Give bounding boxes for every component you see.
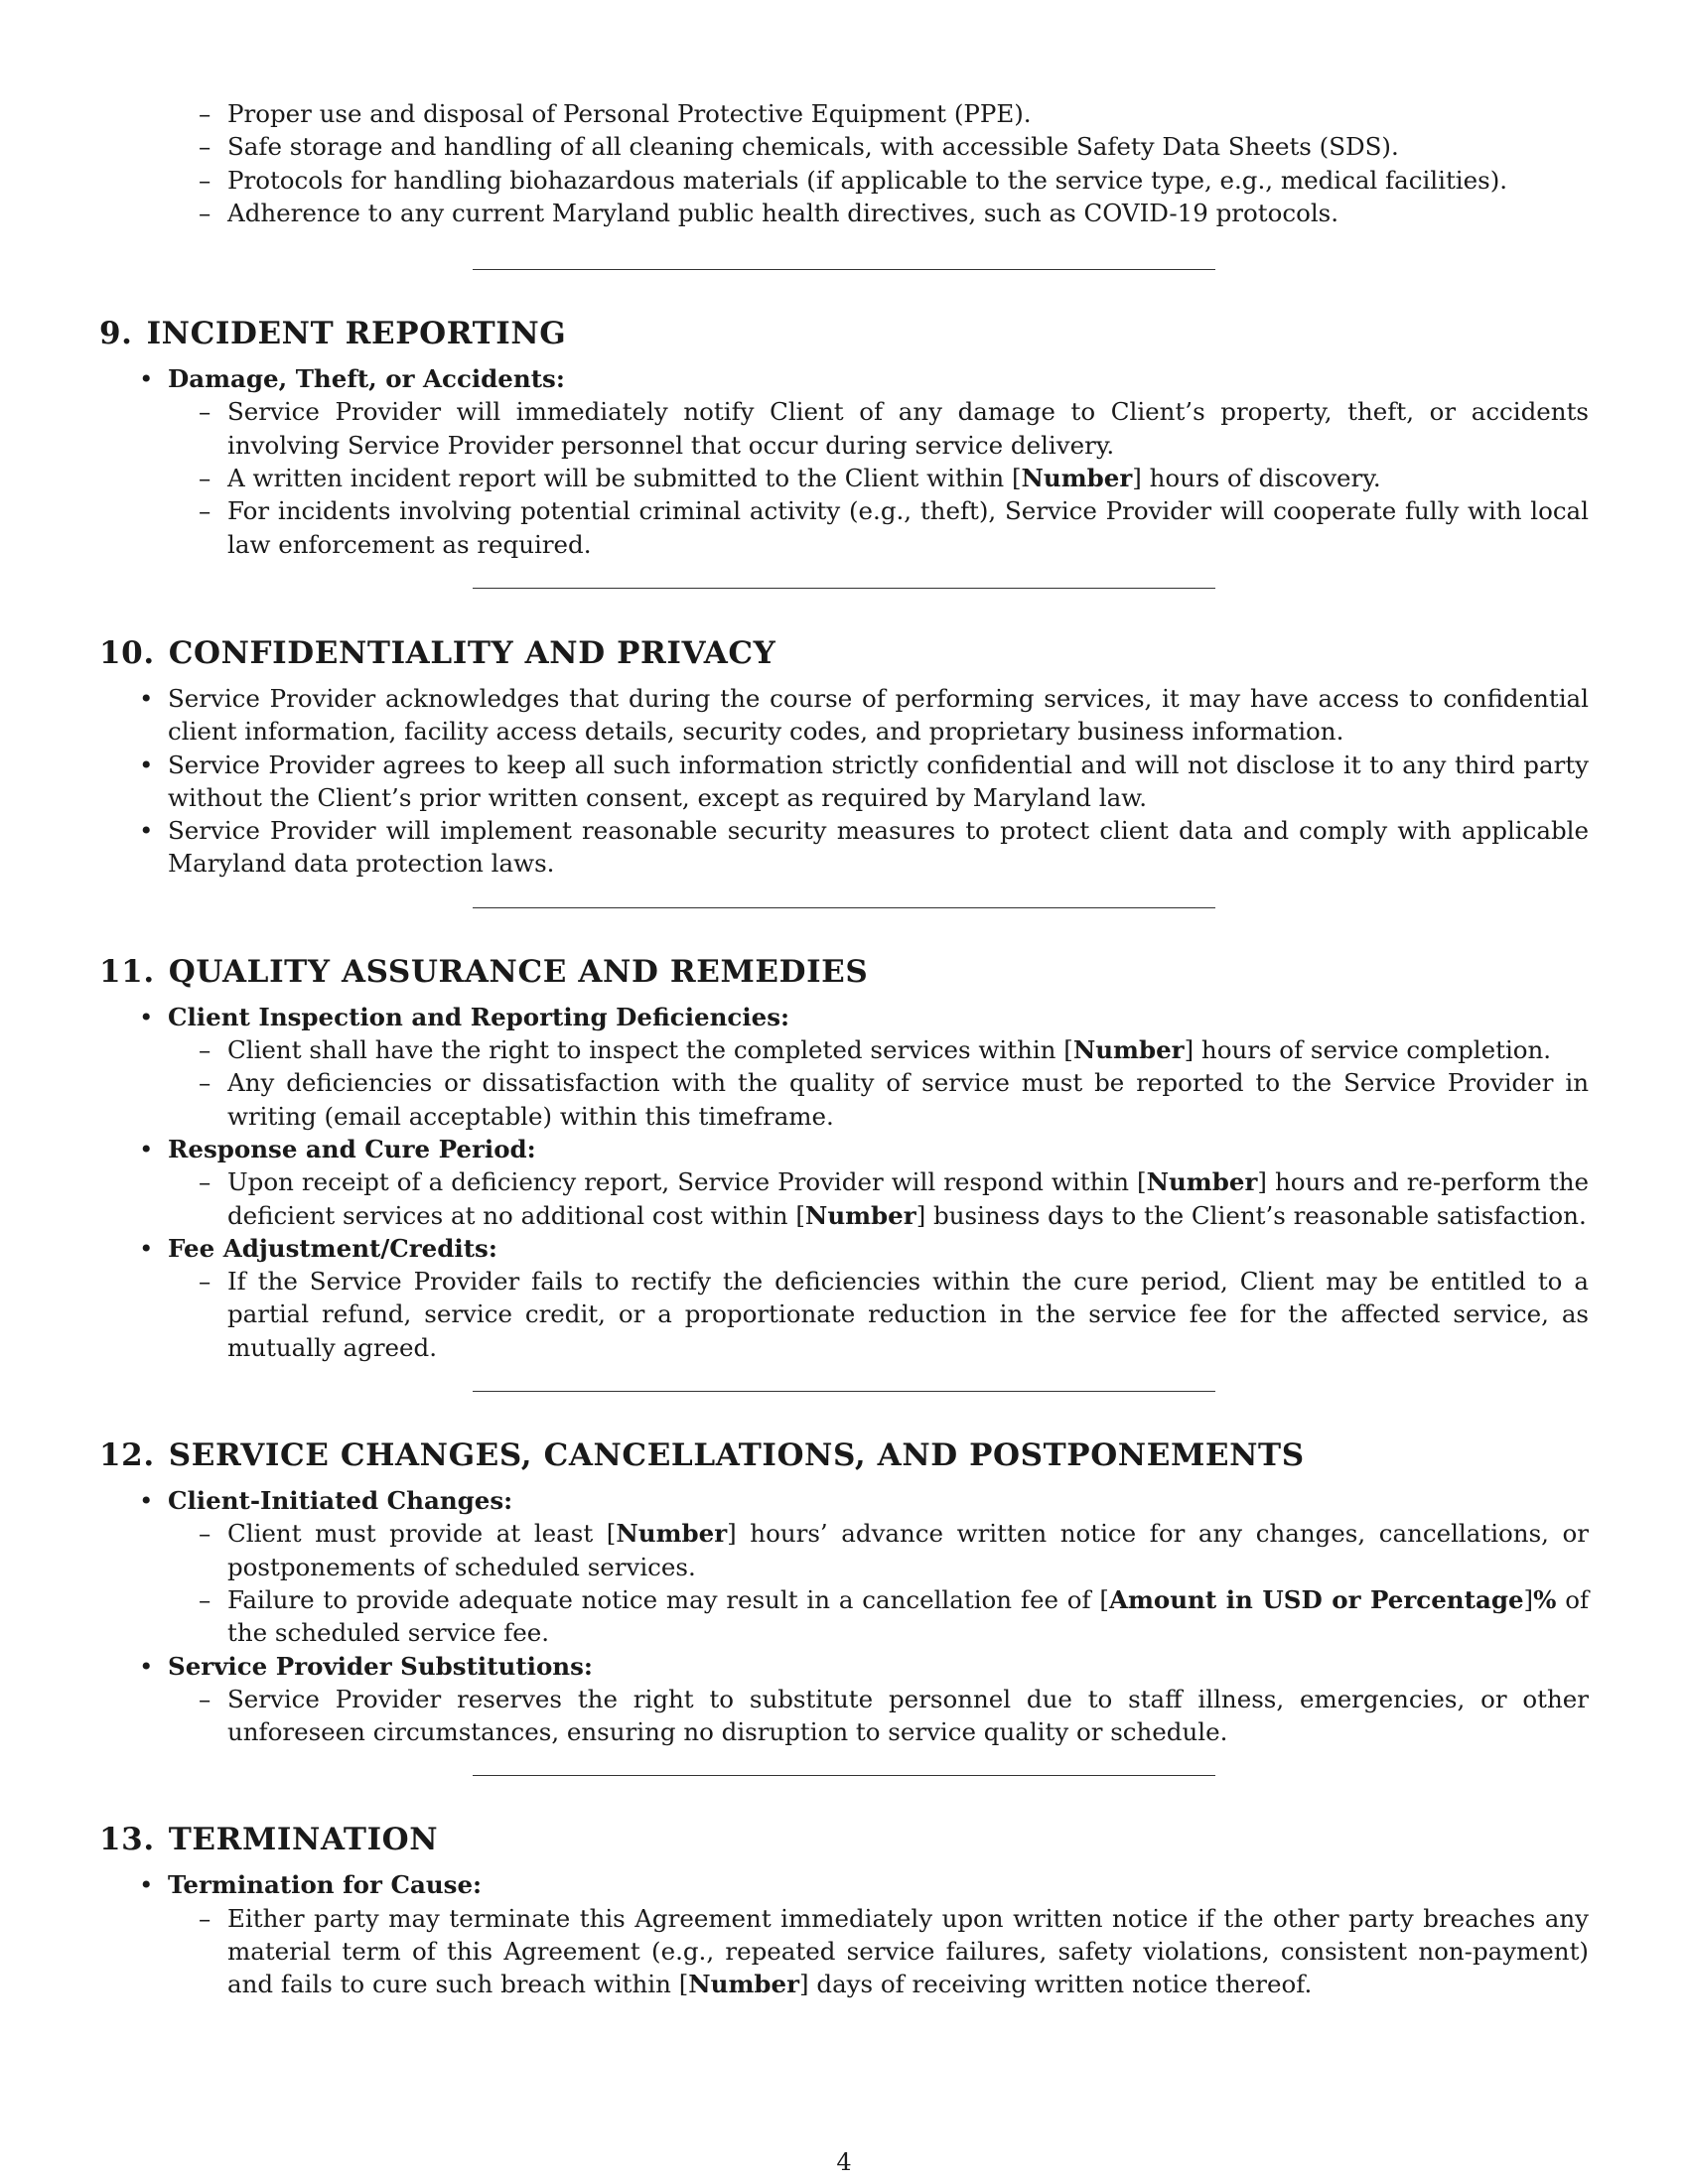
list-item: – Proper use and disposal of Personal Protective Equipment (PPE). [99,97,1589,130]
section-heading-13: 13. TERMINATION [99,1822,439,1858]
list-item: – If the Service Provider fails to rectify the deficiencies within the cure period, Client may be entitled to a partial refund, service credit, or a proportionate reduction in the service fee for the affected service, as mutually agreed. [99,1265,1589,1364]
item-title: • Client Inspection and Reporting Deficiencies: [168,1002,790,1031]
section-heading-9: 9. INCIDENT REPORTING [99,316,567,352]
list-item: • Service Provider agrees to keep all such information strictly confidential and will not disclose it to any third party without the Client’s prior written consent, except as required by Maryland law. [99,749,1589,815]
list-item [99,362,1589,395]
section-divider [473,1391,1215,1392]
document-page [99,97,1589,2001]
section-heading-12: 12. SERVICE CHANGES, CANCELLATIONS, AND POSTPONEMENTS [99,1437,1305,1474]
item-title: • Client-Initiated Changes: [168,1486,513,1516]
list-item: – For incidents involving potential criminal activity (e.g., theft), Service Provider will cooperate fully with local law enforcement as required. [99,494,1589,561]
section-heading-11: 11. QUALITY ASSURANCE AND REMEDIES [99,953,869,990]
section-divider [473,907,1215,908]
list-item: – Failure to provide adequate notice may result in a cancellation fee of [Amount in USD or Percentage]% of the scheduled service fee. [99,1583,1589,1650]
item-title: • Damage, Theft, or Accidents: [168,364,565,394]
list-item [99,1232,1589,1265]
list-item: – Service Provider reserves the right to substitute personnel due to staff illness, emergencies, or other unforeseen circumstances, ensuring no disruption to service quality or schedule. [99,1683,1589,1749]
list-item: – Upon receipt of a deficiency report, Service Provider will respond within [Number] hours and re-perform the deficient services at no additional cost within [Number] business days to the Client’s reasonable satisfaction. [99,1165,1589,1232]
list-item: • Service Provider will implement reasonable security measures to protect client data and comply with applicable Maryland data protection laws. [99,814,1589,881]
section-divider [473,588,1215,589]
list-item [99,1001,1589,1033]
list-item: – Service Provider will immediately notify Client of any damage to Client’s property, theft, or accidents involving Service Provider personnel that occur during service delivery. [99,395,1589,462]
section-divider [473,1775,1215,1776]
item-title: • Fee Adjustment/Credits: [168,1233,497,1263]
intro-subitems [99,97,1589,229]
list-item [99,1868,1589,1901]
list-item: – Client shall have the right to inspect the completed services within [Number] hours of service completion. [99,1033,1589,1066]
list-item: – Client must provide at least [Number] hours’ advance written notice for any changes, cancellations, or postponements of scheduled services. [99,1517,1589,1583]
list-item: – Adherence to any current Maryland public health directives, such as COVID-19 protocols. [99,197,1589,229]
item-title: • Response and Cure Period: [168,1134,536,1163]
list-item [99,1484,1589,1517]
page-number: 4 [836,2148,852,2176]
list-item: – Either party may terminate this Agreement immediately upon written notice if the other party breaches any material term of this Agreement (e.g., repeated service failures, safety violations, consistent non-payment) and fails to cure such breach within [Number] days of receiving written notice thereof. [99,1902,1589,2001]
list-item [99,1133,1589,1165]
list-item: – A written incident report will be submitted to the Client within [Number] hours of discovery. [99,462,1589,494]
section-heading-10: 10. CONFIDENTIALITY AND PRIVACY [99,634,776,671]
section-divider [473,269,1215,270]
list-item: – Safe storage and handling of all cleaning chemicals, with accessible Safety Data Sheets (SDS). [99,130,1589,163]
list-item [99,1650,1589,1683]
item-title: • Service Provider Substitutions: [168,1651,593,1681]
item-title: • Termination for Cause: [168,1870,483,1900]
list-item: – Any deficiencies or dissatisfaction with the quality of service must be reported to the Service Provider in writing (email acceptable) within this timeframe. [99,1066,1589,1133]
list-item: • Service Provider acknowledges that during the course of performing services, it may have access to confidential client information, facility access details, security codes, and proprietary business information. [99,682,1589,749]
list-item: – Protocols for handling biohazardous materials (if applicable to the service type, e.g., medical facilities). [99,164,1589,197]
